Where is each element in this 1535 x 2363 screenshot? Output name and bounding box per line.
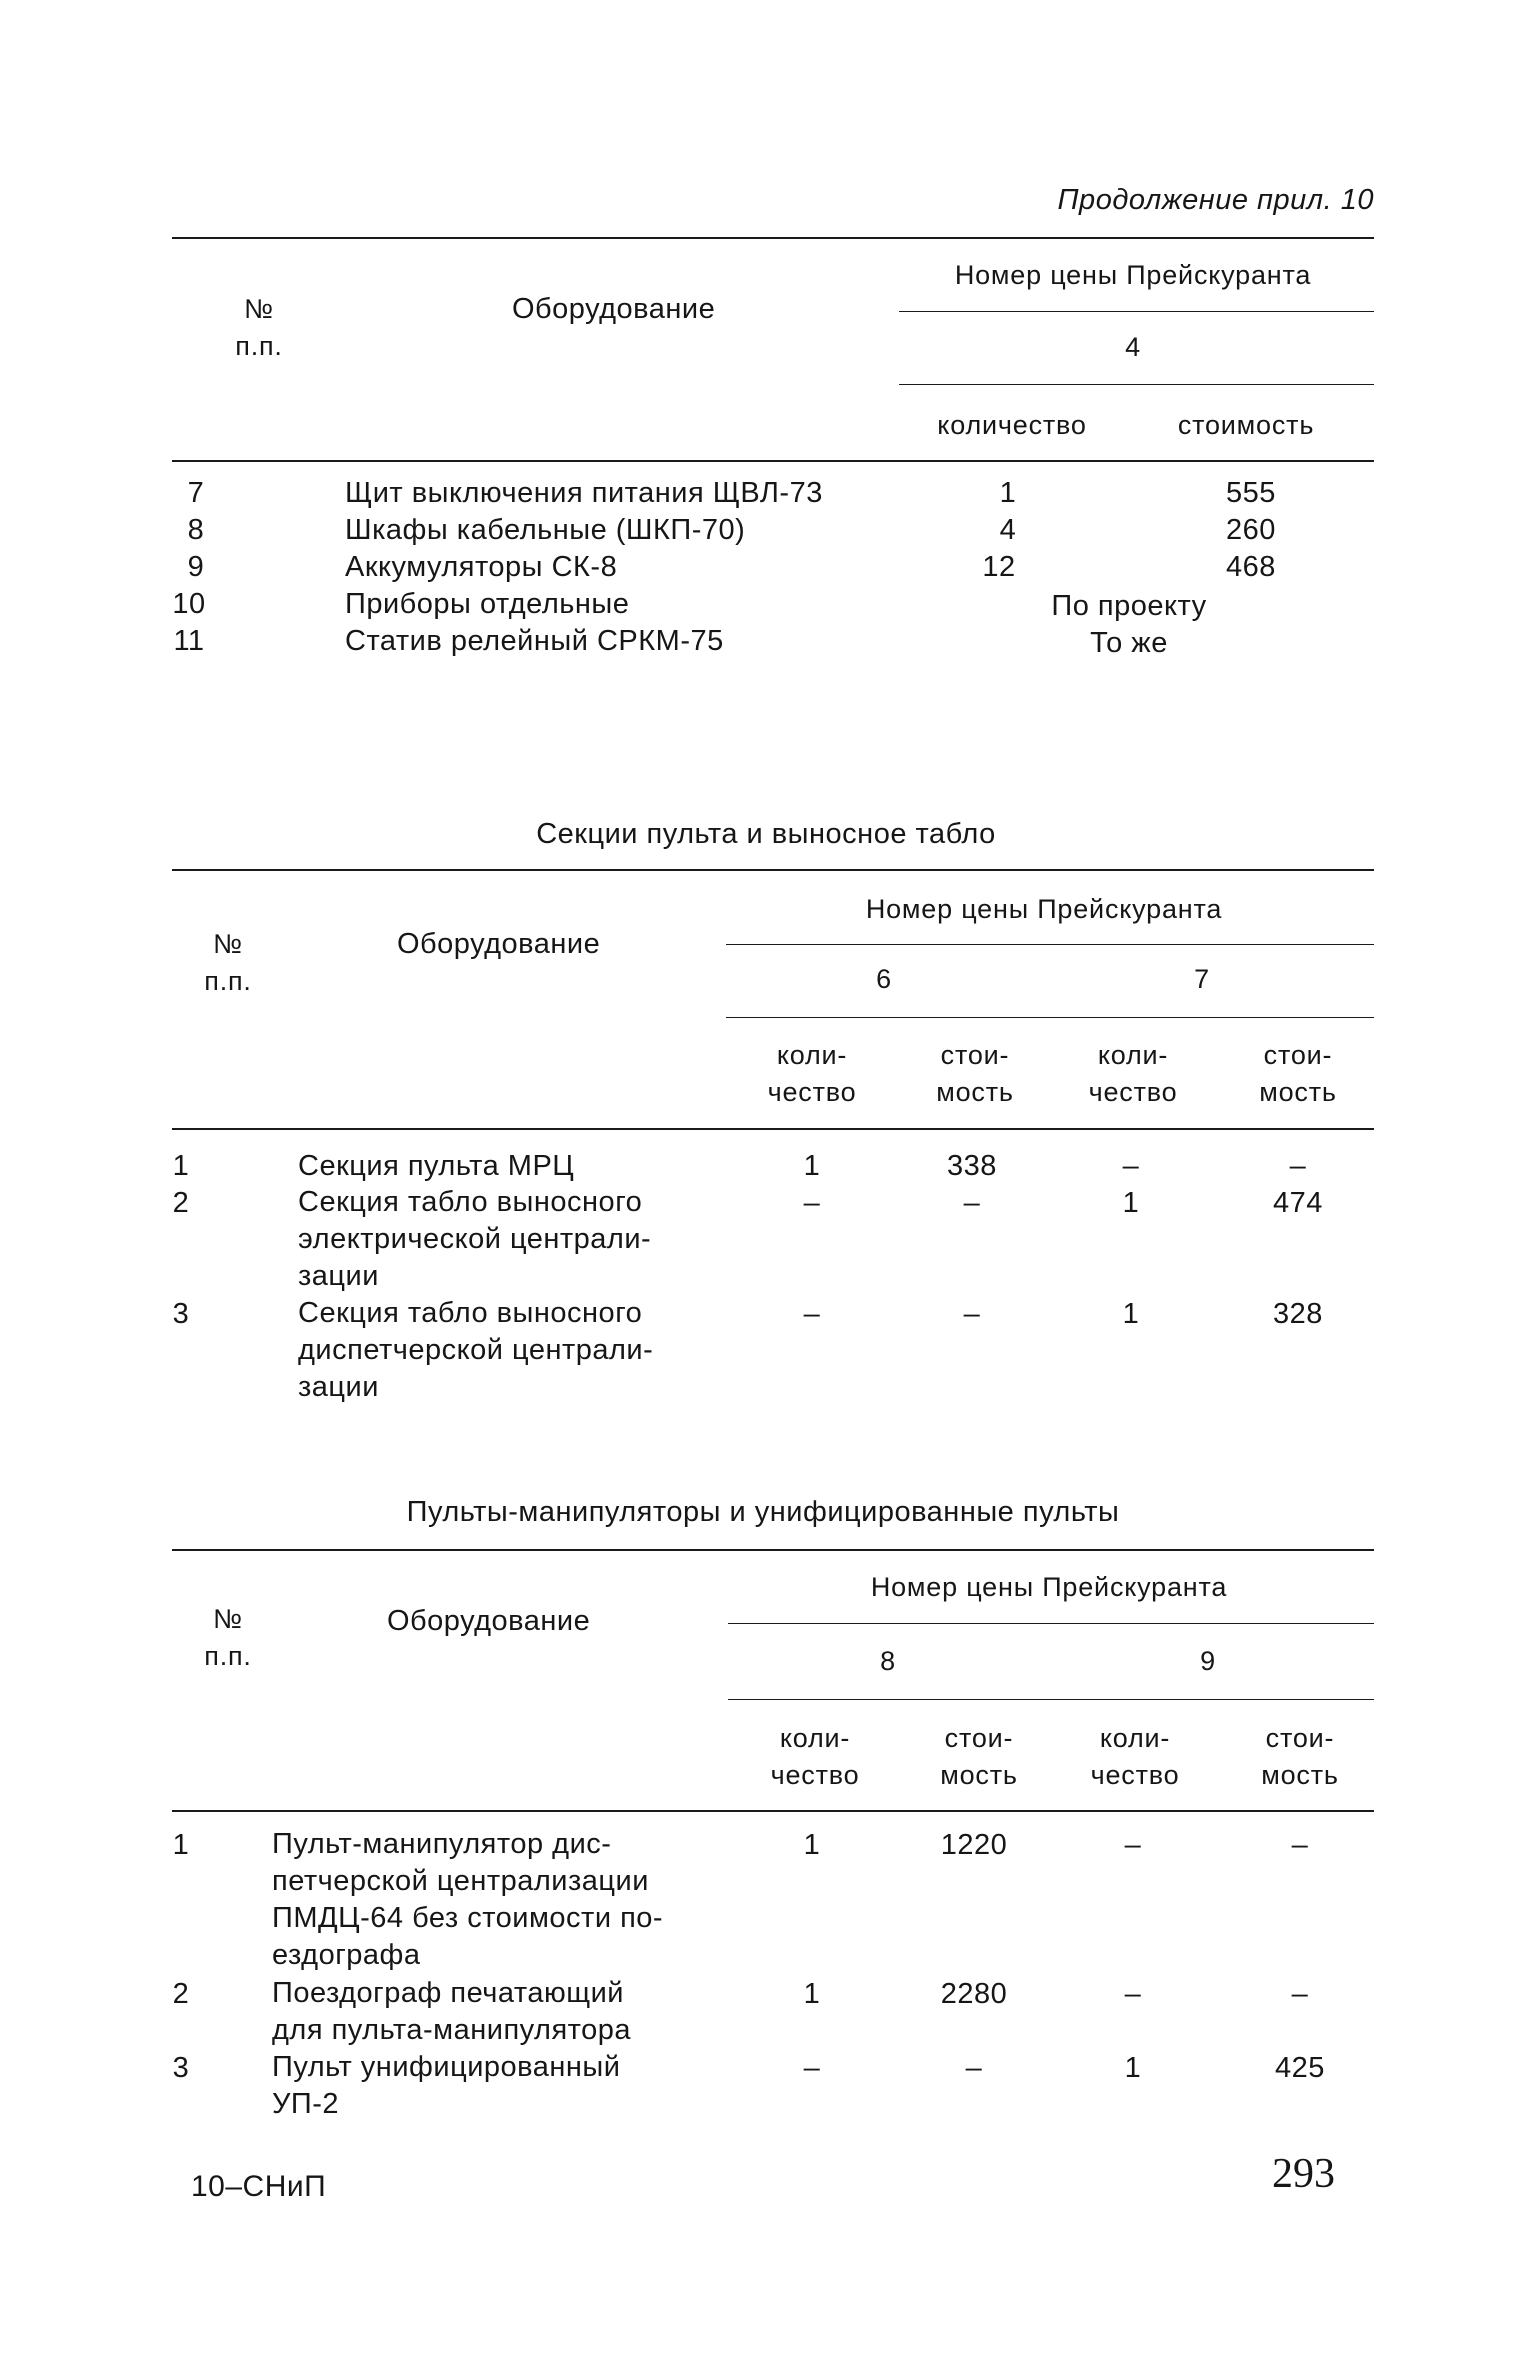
sub-col-quantity: коли- чество xyxy=(767,1040,857,1107)
sub-col-cost: стои- мость xyxy=(936,1040,1014,1107)
row-number: 3 xyxy=(172,1298,190,1330)
sub-col-quantity: коли- чество xyxy=(1090,1723,1180,1790)
col-header-no: № п.п. xyxy=(235,294,283,361)
table-rule xyxy=(899,311,1374,312)
col-header-equipment: Оборудование xyxy=(397,928,601,960)
table-rule xyxy=(726,1017,1374,1018)
col-header-equipment: Оборудование xyxy=(512,293,716,325)
table-rule xyxy=(728,1699,1374,1700)
row-value: 425 xyxy=(1275,2052,1325,2084)
row-equipment: Секция пульта МРЦ xyxy=(298,1150,575,1182)
sub-col-cost: стоимость xyxy=(1177,410,1315,440)
row-equipment: Поездограф печатающий для пульта-манипулятора xyxy=(272,1977,631,2046)
table-title: Пульты-манипуляторы и унифицированные пульты xyxy=(406,1496,1120,1528)
row-value: 338 xyxy=(947,1150,997,1182)
table-rule xyxy=(172,1549,1374,1551)
table-rule xyxy=(172,1128,1374,1130)
col-header-price-group: Номер цены Прейскуранта xyxy=(954,260,1312,290)
row-quantity: 4 xyxy=(999,514,1017,546)
row-value: – xyxy=(1124,1829,1142,1861)
row-value: – xyxy=(963,1298,981,1330)
row-number: 3 xyxy=(172,2052,190,2084)
table-rule xyxy=(172,237,1374,239)
row-value: 1 xyxy=(803,1978,821,2010)
price-number: 9 xyxy=(1200,1646,1216,1676)
row-number: 10 xyxy=(172,588,206,620)
sub-col-cost: стои- мость xyxy=(1259,1040,1337,1107)
row-equipment: Секция табло выносного диспетчерской централи- зации xyxy=(298,1297,654,1403)
row-value: 1 xyxy=(803,1829,821,1861)
row-number: 8 xyxy=(187,514,205,546)
row-number: 7 xyxy=(187,477,205,509)
sub-col-cost: стои- мость xyxy=(940,1723,1018,1790)
row-note: По проекту xyxy=(1051,590,1207,622)
row-number: 1 xyxy=(172,1829,190,1861)
col-header-price-group: Номер цены Прейскуранта xyxy=(865,894,1223,924)
sub-col-quantity: количество xyxy=(937,410,1087,440)
table-rule xyxy=(172,460,1374,462)
row-value: – xyxy=(1291,1978,1309,2010)
page-number: 293 xyxy=(1272,2151,1335,2197)
footer-signature: 10–СНиП xyxy=(191,2170,327,2203)
row-equipment: Пульт унифицированный УП-2 xyxy=(272,2051,621,2120)
row-value: 1 xyxy=(1122,1187,1140,1219)
row-value: – xyxy=(803,2052,821,2084)
row-value: 474 xyxy=(1273,1187,1323,1219)
row-equipment: Статив релейный СРКМ-75 xyxy=(345,625,724,657)
table-rule xyxy=(172,1810,1374,1812)
row-equipment: Секция табло выносного электрической централи- зации xyxy=(298,1186,652,1292)
price-number: 8 xyxy=(880,1646,896,1676)
row-quantity: 12 xyxy=(982,551,1016,583)
table-title: Секции пульта и выносное табло xyxy=(536,818,996,850)
sub-col-quantity: коли- чество xyxy=(770,1723,860,1790)
row-value: – xyxy=(1124,1978,1142,2010)
row-cost: 468 xyxy=(1226,551,1276,583)
col-header-no: № п.п. xyxy=(204,929,252,996)
row-cost: 555 xyxy=(1226,477,1276,509)
col-header-no: № п.п. xyxy=(204,1604,252,1671)
row-number: 1 xyxy=(172,1150,190,1182)
row-value: – xyxy=(965,2052,983,2084)
table-rule xyxy=(899,384,1374,385)
price-number: 4 xyxy=(1125,332,1141,362)
row-note: То же xyxy=(1090,627,1168,659)
row-value: 1 xyxy=(1124,2052,1142,2084)
row-value: – xyxy=(803,1187,821,1219)
price-number: 6 xyxy=(876,964,892,994)
row-cost: 260 xyxy=(1226,514,1276,546)
row-equipment: Аккумуляторы СК-8 xyxy=(345,551,618,583)
row-value: – xyxy=(1289,1150,1307,1182)
sub-col-quantity: коли- чество xyxy=(1088,1040,1178,1107)
row-value: 2280 xyxy=(940,1978,1008,2010)
row-value: – xyxy=(1122,1150,1140,1182)
col-header-equipment: Оборудование xyxy=(387,1605,591,1637)
row-value: 1 xyxy=(1122,1298,1140,1330)
row-equipment: Щит выключения питания ЩВЛ-73 xyxy=(345,477,823,509)
table-rule xyxy=(172,869,1374,871)
sub-col-cost: стои- мость xyxy=(1261,1723,1339,1790)
row-number: 2 xyxy=(172,1187,190,1219)
table-rule xyxy=(728,1623,1374,1624)
continuation-header: Продолжение прил. 10 xyxy=(1057,184,1374,216)
row-number: 9 xyxy=(187,551,205,583)
row-value: – xyxy=(803,1298,821,1330)
row-number: 11 xyxy=(173,625,205,657)
row-equipment: Пульт-манипулятор дис- петчерской централизации ПМДЦ-64 без стоимости по- ездографа xyxy=(272,1828,664,1971)
row-value: 328 xyxy=(1273,1298,1323,1330)
row-quantity: 1 xyxy=(999,477,1017,509)
row-value: 1 xyxy=(803,1150,821,1182)
row-value: – xyxy=(963,1187,981,1219)
row-value: 1220 xyxy=(940,1829,1008,1861)
row-value: – xyxy=(1291,1829,1309,1861)
row-number: 2 xyxy=(172,1978,190,2010)
row-equipment: Шкафы кабельные (ШКП-70) xyxy=(345,514,746,546)
table-rule xyxy=(726,944,1374,945)
col-header-price-group: Номер цены Прейскуранта xyxy=(870,1572,1228,1602)
price-number: 7 xyxy=(1194,964,1210,994)
row-equipment: Приборы отдельные xyxy=(345,588,630,620)
